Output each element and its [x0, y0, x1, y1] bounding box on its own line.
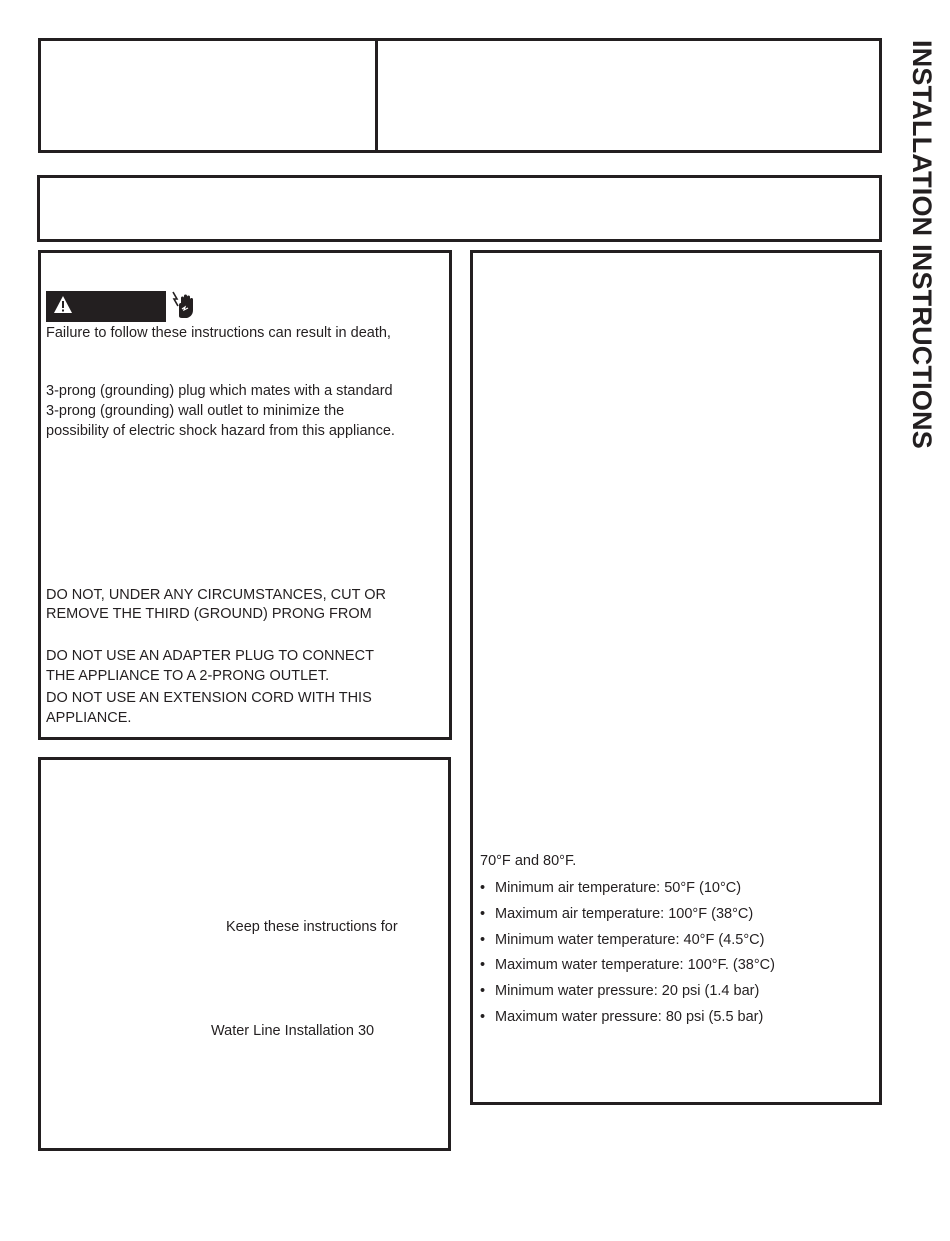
temperature-range-text: 70°F and 80°F. — [480, 853, 577, 869]
list-item: • Minimum water temperature: 40°F (4.5°C) — [480, 928, 775, 954]
warning-triangle-icon — [53, 295, 73, 315]
water-line-installation-text: Water Line Installation 30 — [211, 1023, 375, 1039]
side-title: INSTALLATION INSTRUCTIONS — [907, 40, 937, 449]
plug-line-3: possibility of electric shock hazard from this appliance. — [46, 423, 395, 439]
failure-warning-text: Failure to follow these instructions can result in death, — [46, 325, 391, 341]
header-right-box — [375, 38, 882, 153]
electric-shock-hand-icon — [170, 290, 196, 320]
keep-instructions-text: Keep these instructions for — [226, 919, 398, 935]
title-banner-box — [37, 175, 882, 242]
plug-line-1: 3-prong (grounding) plug which mates with a standard — [46, 383, 393, 399]
plug-line-2: 3-prong (grounding) wall outlet to minimize the — [46, 403, 345, 419]
list-item: • Maximum water pressure: 80 psi (5.5 bar) — [480, 1005, 775, 1031]
extension-cord-line-1: DO NOT USE AN EXTENSION CORD WITH THIS — [46, 690, 372, 706]
adapter-line-1: DO NOT USE AN ADAPTER PLUG TO CONNECT — [46, 648, 374, 664]
list-item: • Minimum air temperature: 50°F (10°C) — [480, 876, 775, 902]
warning-label-bar — [46, 291, 166, 322]
extension-cord-line-2: APPLIANCE. — [46, 710, 132, 726]
adapter-line-2: THE APPLIANCE TO A 2-PRONG OUTLET. — [46, 668, 330, 684]
header-left-box — [38, 38, 379, 153]
list-item: • Maximum air temperature: 100°F (38°C) — [480, 902, 775, 928]
ground-prong-line-2: REMOVE THE THIRD (GROUND) PRONG FROM — [46, 606, 372, 622]
requirements-list — [480, 876, 775, 1031]
list-item: • Maximum water temperature: 100°F. (38°C) — [480, 953, 775, 979]
ground-prong-line-1: DO NOT, UNDER ANY CIRCUMSTANCES, CUT OR — [46, 587, 386, 603]
notes-box — [38, 757, 451, 1151]
list-item: • Minimum water pressure: 20 psi (1.4 bar) — [480, 979, 775, 1005]
